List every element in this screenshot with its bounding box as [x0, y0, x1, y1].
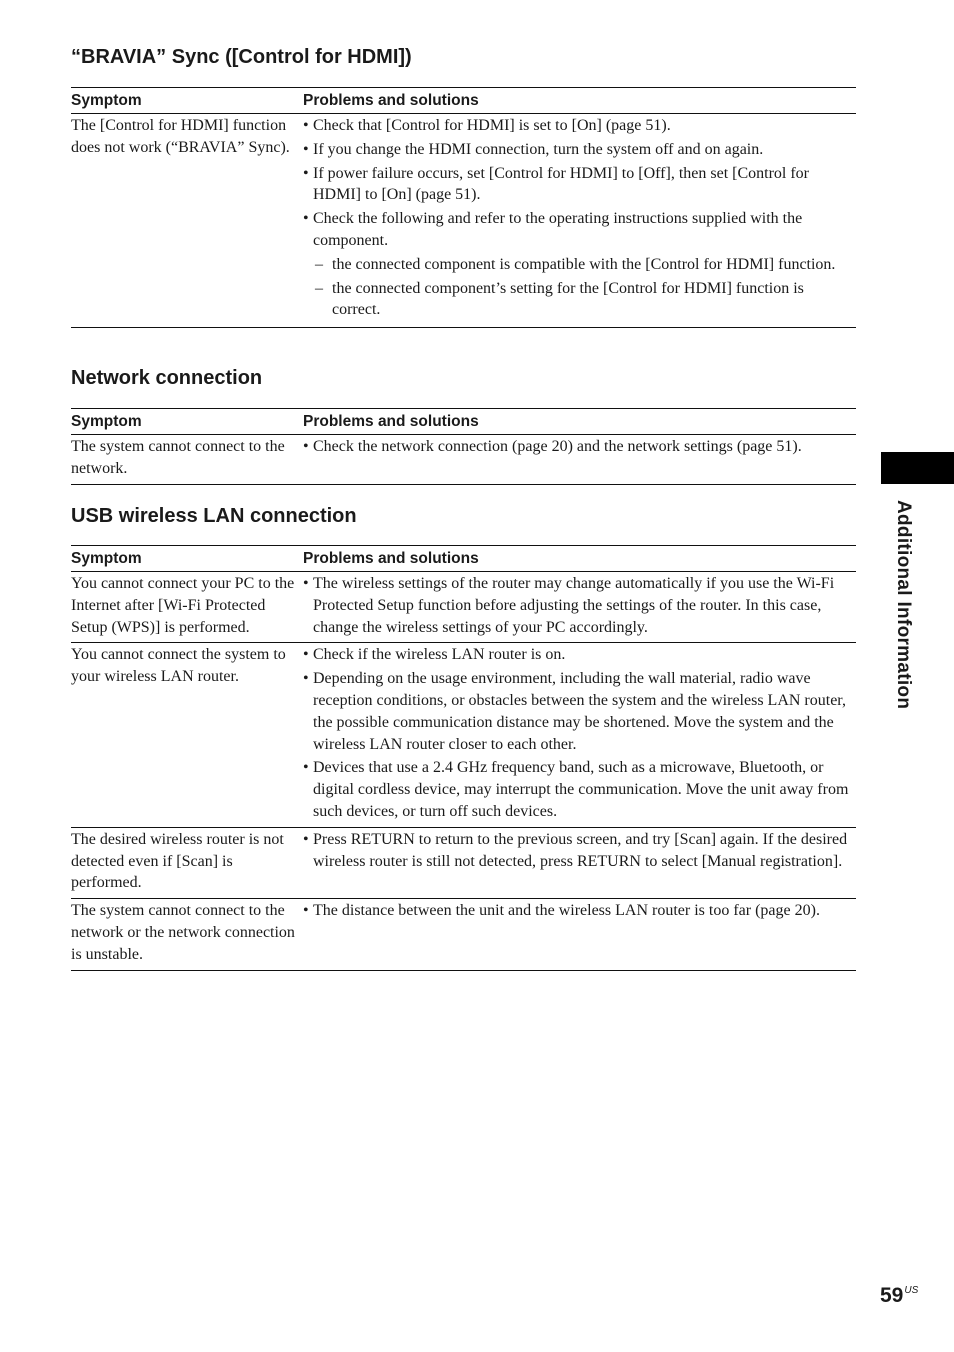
troubleshooting-table — [71, 408, 856, 485]
solution-bullet: • Check the following and refer to the operating instructions supplied with the component. — [303, 208, 856, 252]
page-number — [880, 1284, 918, 1308]
section-network-connection — [71, 367, 856, 485]
symptom-cell: You cannot connect the system to your wireless LAN router. — [71, 643, 303, 827]
side-tab-label: Additional Information — [893, 500, 914, 710]
solution-bullet: • If you change the HDMI connection, turn the system off and on again. — [303, 139, 856, 161]
table-header-row — [71, 88, 856, 114]
solutions-cell — [303, 899, 856, 970]
table-header-row — [71, 546, 856, 572]
column-header-solutions: Problems and solutions — [303, 409, 856, 435]
section-title: “BRAVIA” Sync ([Control for HDMI]) — [71, 46, 412, 68]
solutions-cell — [303, 435, 856, 485]
section-bravia-sync — [71, 46, 856, 328]
section-title: Network connection — [71, 367, 263, 389]
table-row — [71, 572, 856, 643]
table-row — [71, 827, 856, 898]
solution-bullet: • Devices that use a 2.4 GHz frequency band, such as a microwave, Bluetooth, or digital cordless device, may interrupt the communication. Move the unit away from such devices, or turn off such devices. — [303, 757, 856, 822]
solution-bullet: • Check that [Control for HDMI] is set to [On] (page 51). — [303, 115, 856, 137]
table-header-row — [71, 409, 856, 435]
solution-bullet: • Check the network connection (page 20) and the network settings (page 51). — [303, 436, 856, 458]
solution-bullet: • The wireless settings of the router may change automatically if you use the Wi-Fi Protected Setup function before adjusting the settings of the router. In this case, change the wireless settings of your PC accordingly. — [303, 573, 856, 638]
solutions-cell — [303, 572, 856, 643]
table-row — [71, 114, 856, 328]
table-row — [71, 899, 856, 970]
page-number-value: 59 — [880, 1284, 904, 1307]
solution-sub-item: – the connected component’s setting for the [Control for HDMI] function is correct. — [303, 278, 856, 322]
section-usb-wireless-lan — [71, 505, 856, 971]
symptom-cell: The [Control for HDMI] function does not work (“BRAVIA” Sync). — [71, 114, 303, 328]
page-number-suffix: US — [904, 1285, 919, 1296]
solutions-cell — [303, 643, 856, 827]
solution-bullet: • Press RETURN to return to the previous screen, and try [Scan] again. If the desired wireless router is still not detected, press RETURN to select [Manual registration]. — [303, 829, 856, 873]
solutions-cell — [303, 114, 856, 328]
table-row — [71, 643, 856, 827]
symptom-cell: The system cannot connect to the network. — [71, 435, 303, 485]
solution-bullet: • If power failure occurs, set [Control for HDMI] to [Off], then set [Control for HDMI] to [On] (page 51). — [303, 163, 856, 207]
column-header-symptom: Symptom — [71, 409, 303, 435]
column-header-solutions: Problems and solutions — [303, 546, 856, 572]
solution-bullet: • The distance between the unit and the wireless LAN router is too far (page 20). — [303, 900, 856, 922]
solution-bullet: • Check if the wireless LAN router is on. — [303, 644, 856, 666]
symptom-cell: The system cannot connect to the network or the network connection is unstable. — [71, 899, 303, 970]
solutions-cell — [303, 827, 856, 898]
column-header-solutions: Problems and solutions — [303, 88, 856, 114]
table-row — [71, 435, 856, 485]
symptom-cell: You cannot connect your PC to the Internet after [Wi-Fi Protected Setup (WPS)] is performed. — [71, 572, 303, 643]
column-header-symptom: Symptom — [71, 88, 303, 114]
symptom-cell: The desired wireless router is not detected even if [Scan] is performed. — [71, 827, 303, 898]
troubleshooting-table — [71, 87, 856, 328]
side-tab-marker — [881, 452, 954, 484]
troubleshooting-table — [71, 545, 856, 971]
column-header-symptom: Symptom — [71, 546, 303, 572]
solution-sub-item: – the connected component is compatible with the [Control for HDMI] function. — [303, 254, 856, 276]
solution-bullet: • Depending on the usage environment, including the wall material, radio wave reception conditions, or obstacles between the system and the wireless LAN router, the possible communication distance may be shortened. Move the system and the wireless LAN router closer to each other. — [303, 668, 856, 755]
section-title: USB wireless LAN connection — [71, 505, 357, 527]
